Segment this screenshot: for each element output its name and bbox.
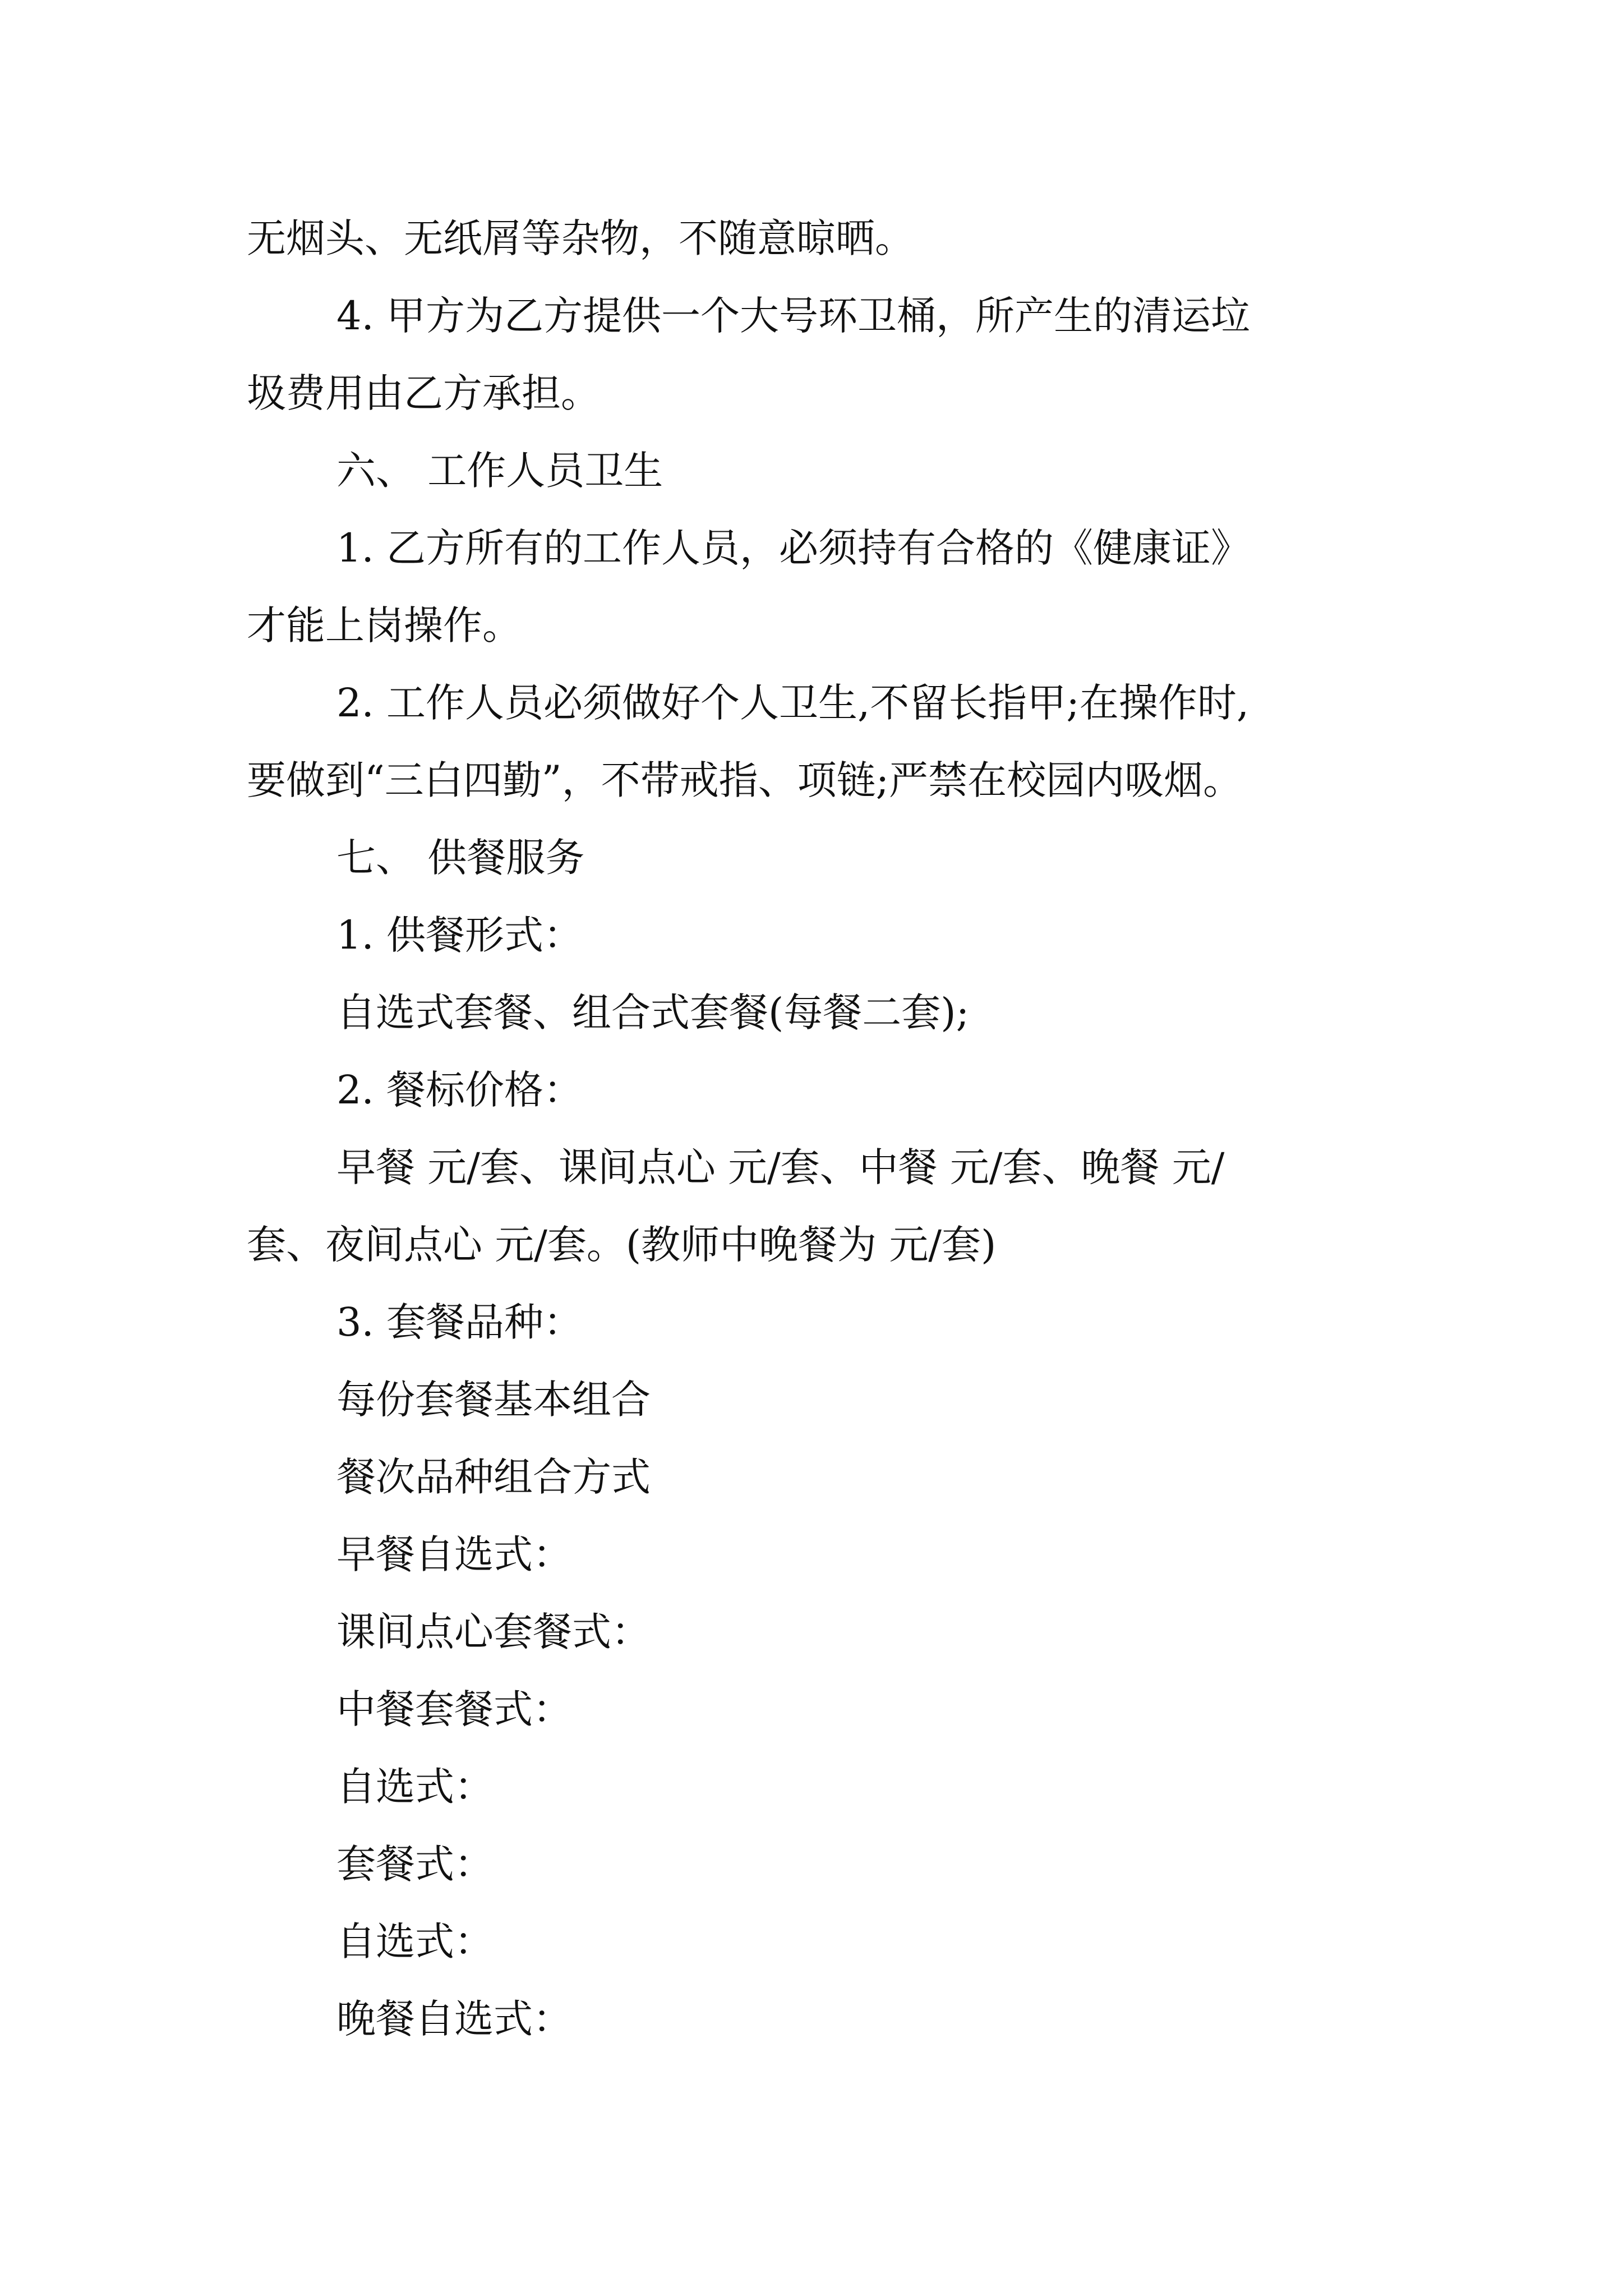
paragraph-line: 早餐 元/套、课间点心 元/套、中餐 元/套、晚餐 元/ (336, 1144, 1225, 1190)
paragraph-line: 课间点心套餐式： (336, 1609, 651, 1655)
paragraph-line: 套餐式： (336, 1841, 494, 1887)
paragraph-line: 圾费用由乙方承担。 (247, 370, 600, 416)
paragraph-line: 要做到“三白四勤”，不带戒指、项链;严禁在校园内吸烟。 (247, 757, 1243, 803)
paragraph-line: 2. 工作人员必须做好个人卫生,不留长指甲;在操作时, (336, 680, 1249, 726)
paragraph-line: 餐次品种组合方式 (336, 1454, 651, 1500)
paragraph-line: 自选式： (336, 1918, 494, 1964)
paragraph-line: 自选式套餐、组合式套餐(每餐二套); (336, 990, 970, 1036)
paragraph-line: 套、夜间点心 元/套。(教师中晚餐为 元/套) (247, 1222, 997, 1268)
paragraph-line: 无烟头、无纸屑等杂物，不随意晾晒。 (247, 215, 914, 261)
paragraph-line: 才能上岗操作。 (247, 602, 522, 648)
paragraph-line: 1. 供餐形式： (336, 912, 583, 958)
section-heading: 七、 供餐服务 (336, 835, 585, 881)
paragraph-line: 自选式： (336, 1764, 494, 1810)
paragraph-line: 1. 乙方所有的工作人员，必须持有合格的《健康证》 (336, 525, 1251, 571)
paragraph-line: 4. 甲方为乙方提供一个大号环卫桶，所产生的清运垃 (336, 293, 1251, 339)
section-heading: 六、 工作人员卫生 (336, 448, 663, 494)
paragraph-line: 晚餐自选式： (336, 1996, 572, 2042)
paragraph-line: 每份套餐基本组合 (336, 1377, 651, 1423)
paragraph-line: 早餐自选式： (336, 1531, 572, 1577)
paragraph-line: 中餐套餐式： (336, 1686, 572, 1732)
paragraph-line: 3. 套餐品种： (336, 1299, 583, 1345)
paragraph-line: 2. 餐标价格： (336, 1067, 583, 1113)
